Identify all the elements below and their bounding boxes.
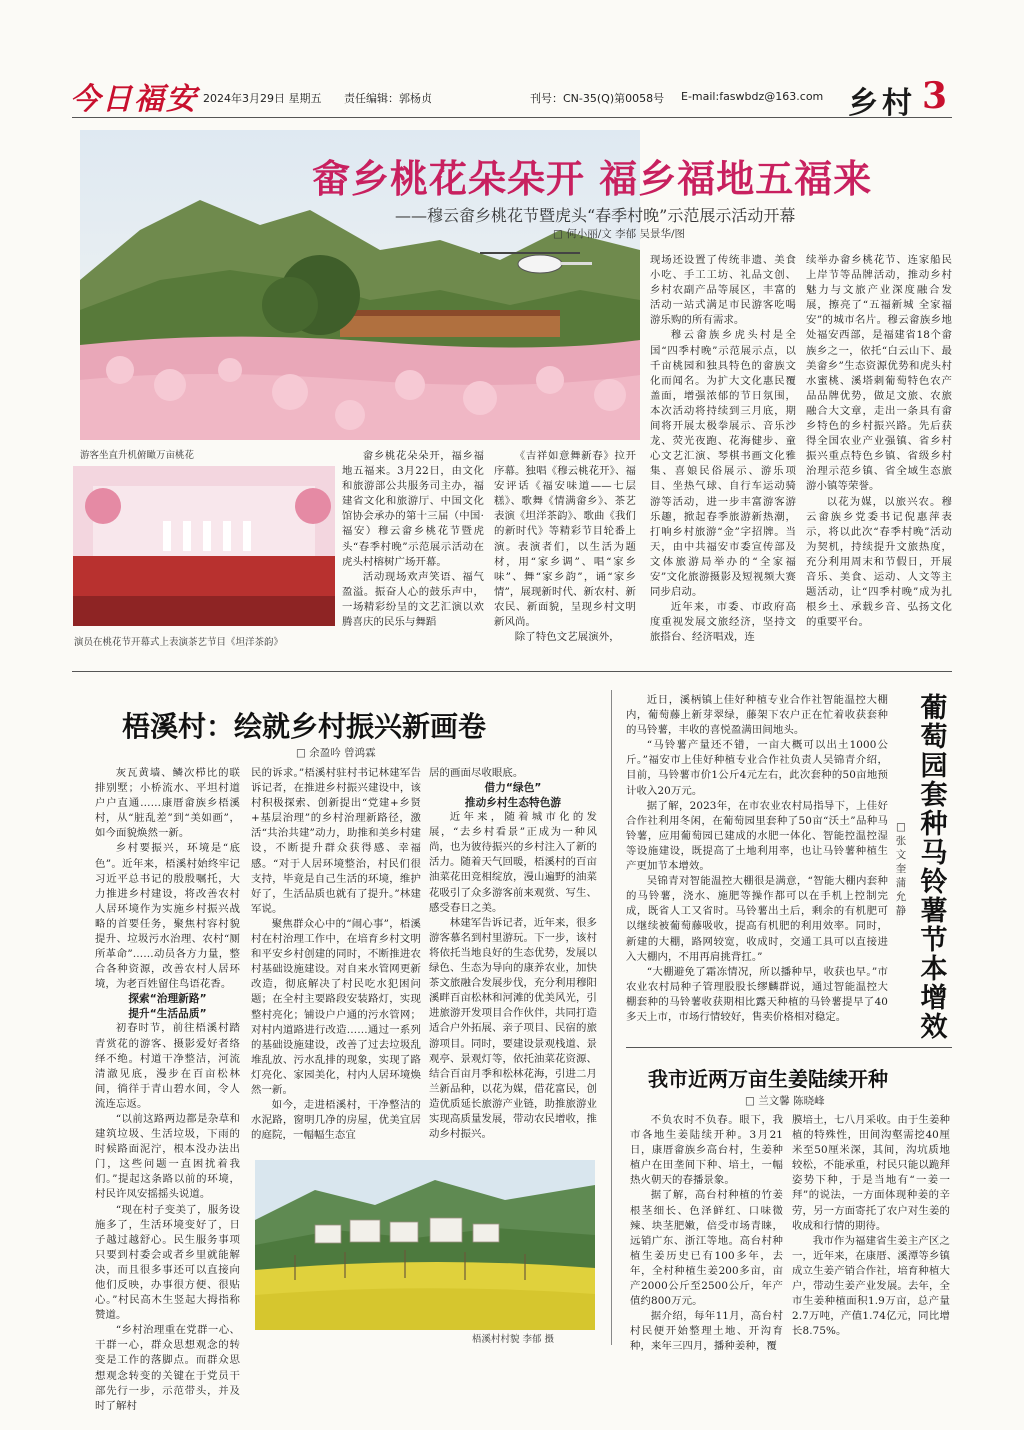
paragraph: 聚焦群众心中的“闹心事”，梧溪村在村治理工作中，在培育乡村文明和平安乡村创建的同时，不断推进农村基础设施建设。对自来水管网更新改造，彻底解决了村民吃水犯困问题；在全村主要路段安装路灯，实现整村亮化；铺设户户通的污水管网；对村内道路进行改造……通过一系列的基础设施建设，改善了过去垃圾乱堆乱放、污水乱排的现象，实现了路灯亮化、家园美化，村内人居环境焕然一新。 — [251, 917, 421, 1096]
ginger-column-1 — [630, 1113, 783, 1355]
feature-column-2 — [494, 449, 636, 645]
paragraph: 据了解，高台村种植的竹姜根茎细长、色泽鲜红、口味微辣、块茎肥嫩，倍受市场青睐，远销广东、浙江等地。高台村种植生姜历史已有100多年，去年，全村种植生姜200多亩，亩产2000公斤至2500公斤，年产值约800万元。 — [630, 1189, 783, 1308]
header-rule — [72, 117, 952, 118]
grape-byline: □ 张文奎 蒲允静 — [895, 821, 907, 917]
masthead-logo: 今日福安 — [70, 82, 198, 117]
grape-body — [626, 693, 888, 1025]
subheading: 探索“治理新路” — [128, 993, 207, 1006]
paragraph: 近年来，随着城市化的发展，“去乡村看景”正成为一种风尚，也为彼待振兴的乡村注入了新的活力。随着天气回暖，梧溪村的百亩油菜花田竞相绽放，漫山遍野的油菜花吸引了众多游客前来观赏、写生、感受春日之美。 — [429, 811, 597, 914]
paragraph: “大棚避免了霜冻情况，所以播种早，收获也早。”市农业农村局种子管理股股长缪麟群说，通过智能温控大棚套种的马铃薯收获期相比露天种植的马铃薯提早了40多天上市，市场行情较好，售卖价格相对稳定。 — [626, 965, 888, 1023]
wuxi-column-1 — [95, 766, 240, 1414]
paragraph: 续举办畲乡桃花节、连家船民上岸节等品牌活动，推动乡村魅力与文旅产业深度融合发展，擦亮了“五福新城 全家福安”的城市名片。穆云畲族乡地处福安西部，是福建省18个畲族乡之一，依托“白云山下、最美畲乡”生态资源优势和虎头村水蜜桃、溪塔刺葡萄特色农产品品牌优势，做足文旅、农旅融合大文章，走出一条具有畲乡特色的乡村振兴路。先后获得全国农业产业强镇、省乡村振兴重点特色乡镇、省级乡村治理示范乡镇、省全域生态旅游小镇等荣誉。 — [806, 254, 952, 493]
paragraph: 民的诉求。”梧溪村驻村书记林建军告诉记者，在推进乡村振兴建设中，该村积极探索、创新提出“党建+乡贤+基层治理”的乡村治理新路径，激活“共治共建”动力，助推和美乡村建设，不断提升群众获得感、幸福感。“对于人居环境整治，村民们很支持，毕竟是自己生活的环境，维护好了，生活品质也就有了提升。”林建军说。 — [251, 767, 421, 915]
paragraph: “现在村子变美了，服务设施多了，生活环境变好了，日子越过越舒心。民生服务事项只要到村委会或者乡里就能解决，而且很多事还可以直接向他们反映，办事很方便、很贴心。”村民高木生竖起大拇指称赞道。 — [95, 1203, 240, 1322]
paragraph: 林建军告诉记者，近年来，很多游客慕名到村里游玩。下一步，该村将依托当地良好的生态优势，发展以绿色、生态为导向的康养农业，加快茶文旅融合发展步伐，充分利用穆阳溪畔百亩松林和河滩的优美风光，引进旅游开发项目合作伙伴，共同打造适合户外拓展、亲子项目、民宿的旅游项目。同时，要建设景观栈道、景观亭、景观灯等，依托油菜花资源、结合百亩月季和松林花海，引进二月兰新品种，以花为媒，借花富民，创造优质延长旅游产业链，助推旅游业实现高质量发展，带动农民增收，推动乡村振兴。 — [429, 916, 597, 1141]
section-divider — [72, 671, 952, 672]
subheading: 推动乡村生态特色游 — [464, 796, 562, 809]
ginger-byline: □ 兰文馨 陈晓峰 — [745, 1095, 825, 1107]
paragraph: 我市作为福建省生姜主产区之一，近年来，在康厝、溪潭等乡镇成立生姜产销合作社，培育种植大户，带动生姜产业发展。去年，全市生姜种植面积1.9万亩，总产量2.7万吨，产值1.74亿元，同比增长8.75%。 — [792, 1234, 950, 1338]
page-number: 3 — [922, 75, 948, 117]
section-divider — [626, 1047, 952, 1048]
paragraph: 如今，走进梧溪村，干净整洁的水泥路，窗明几净的房屋，优美宜居的庭院，一幅幅生态宜 — [251, 1099, 421, 1142]
hero-caption: 游客坐直升机俯瞰万亩桃花 — [80, 450, 195, 461]
paragraph: 近年来，市委、市政府高度重视发展文旅经济，坚持文旅搭台、经济唱戏，连 — [650, 601, 796, 644]
column-divider — [611, 690, 612, 1345]
ginger-column-2 — [792, 1113, 950, 1339]
paragraph: 现场还设置了传统非遗、美食小吃、手工工坊、礼品文创、乡村农副产品等展区，丰富的活动一站式满足市民游客吃喝游乐购的所有需求。 — [650, 254, 796, 327]
village-photo — [255, 1160, 595, 1330]
paragraph: 除了特色文艺展演外， — [514, 631, 620, 644]
paragraph: 以花为媒，以旅兴农。穆云畲族乡党委书记倪惠萍表示，将以此次“春季村晚”活动为契机，持续提升文旅热度，充分利用周末和节假日，开展音乐、美食、运动、人文等主题活动，让“四季村晚”成为扎根乡土、承载乡音、弘扬文化的重要平台。 — [806, 495, 952, 629]
paragraph: “乡村治理重在党群一心、干群一心，群众思想观念的转变是工作的落脚点。而群众思想观念转变的关键在于党员干部先行一步，示范带头，并及时了解村 — [95, 1324, 240, 1412]
paragraph: 据了解，2023年，在市农业农村局指导下，上佳好合作社利用冬闲，在葡萄园里套种了50亩“沃土”品种马铃薯，应用葡萄园已建成的水肥一体化、智能控温控湿等设施建设，既提高了土地利用率，也让马铃薯种植生产更加节本增效。 — [626, 799, 888, 873]
paragraph: 畲乡桃花朵朵开，福乡福地五福来。3月22日，由文化和旅游部公共服务司主办，福建省文化和旅游厅、中国文化馆协会承办的第十三届（中国·福安）穆云畲乡桃花节暨虎头“春季村晚”示范展示活动在虎头村榕树广场开幕。 — [342, 450, 484, 568]
issue-date: 2024年3月29日 星期五 — [203, 92, 322, 105]
editor-credit: 责任编辑：郭杨贞 — [344, 92, 432, 105]
feature-subtitle: ——穆云畲乡桃花节暨虎头“春季村晚”示范展示活动开幕 — [395, 206, 796, 225]
section-name: 乡村 — [848, 86, 916, 121]
feature-byline: □ 何小丽/文 李郁 吴景华/图 — [553, 228, 686, 240]
paragraph: 膜培土，七八月采收。由于生姜种植的特殊性，田间沟壑需挖40厘米至50厘米深，其间，沟坑质地较松，不能承重，村民只能以跪拜姿势下种，于是当地有“一姜一拜”的说法，一方面体现种姜的辛劳，另一方面寄托了农户对生姜的收成和行情的期待。 — [792, 1114, 950, 1232]
wuxi-headline: 梧溪村：绘就乡村振兴新画卷 — [122, 710, 487, 743]
feature-column-3 — [650, 253, 796, 645]
paragraph: 《吉祥如意舞新春》拉开序幕。独唱《穆云桃花开》、福安评话《福安味道——七层糕》、歌舞《情满畲乡》、茶艺表演《坦洋茶韵》、歌曲《我们的新时代》等精彩节目轮番上演。表演者们，以生活为题材，用“家乡调”、唱“家乡味”、舞“家乡韵”，诵“家乡情”，展现新时代、新农村、新农民、新面貌，呈现乡村文明新风尚。 — [494, 450, 636, 629]
feature-headline: 畲乡桃花朵朵开 福乡福地五福来 — [312, 156, 873, 201]
wuxi-column-2 — [251, 766, 421, 1143]
paragraph: 活动现场欢声笑语、福气盈溢。振奋人心的鼓乐声中，一场精彩纷呈的文艺汇演以欢腾喜庆的民乐与舞蹈 — [342, 570, 484, 629]
paragraph: 居的画面尽收眼底。 — [429, 767, 524, 779]
paragraph: “以前这路两边都是杂草和建筑垃圾、生活垃圾，下雨的时候路面泥泞，根本没办法出门，这些问题一直困扰着我们。”提起这条路以前的环境，村民许凤安摇摇头说道。 — [95, 1112, 240, 1201]
stage-caption: 演员在桃花节开幕式上表演茶艺节目《坦洋茶韵》 — [74, 637, 284, 648]
feature-column-4 — [806, 253, 952, 630]
paragraph: 初春时节，前往梧溪村踏青赏花的游客、摄影爱好者络绎不绝。村道干净整洁，河流清澈见底，漫步在百亩松林间，徜徉于青山碧水间，令人流连忘返。 — [95, 1022, 240, 1110]
ginger-headline: 我市近两万亩生姜陆续开种 — [648, 1067, 888, 1091]
wuxi-column-3 — [429, 766, 597, 1142]
paragraph: 近日，溪柄镇上佳好种植专业合作社智能温控大棚内，葡萄藤上新芽翠绿，藤架下农户正在忙着收获套种的马铃薯，丰收的喜悦盈满田间地头。 — [626, 694, 888, 737]
paragraph: 不负农时不负春。眼下，我市各地生姜陆续开种。3月21日，康厝畲族乡高台村，生姜种植户在田垄间下种、培土，一幅热火朝天的春播景象。 — [630, 1114, 783, 1187]
paragraph: “马铃薯产量还不错，一亩大概可以出土1000公斤。”福安市上佳好种植专业合作社负责人吴锦青介绍，目前，马铃薯市价1公斤4元左右，此次套种的50亩地预计收入20万元。 — [626, 739, 888, 797]
paragraph: 灰瓦黄墙、鳞次栉比的联排别墅；小桥流水、平坦村道户户直通……康厝畲族乡梧溪村，从“脏乱差”到“美如画”，如今面貌焕然一新。 — [95, 767, 240, 840]
paragraph: 据介绍，每年11月，高台村村民便开始整理土地、开沟育种，来年三四月，播种姜种，覆 — [630, 1310, 783, 1353]
village-caption: 梧溪村村貌 李郁 摄 — [472, 1334, 555, 1345]
paragraph: 吴锦青对智能温控大棚很是满意，“智能大棚内套种的马铃薯，浇水、施肥等操作都可以在手机上控制完成，既省人工又省时。马铃薯出土后，剩余的有机肥可以继续被葡萄藤吸收，提高有机肥的利用效率。同时，新建的大棚，路网较宽，收成时，交通工具可以直接进入大棚内，不用再肩挑背扛。” — [626, 875, 888, 963]
wuxi-byline: □ 余盈吟 曾鸿霖 — [296, 747, 376, 759]
subheading: 提升“生活品质” — [128, 1007, 207, 1020]
feature-column-1 — [342, 449, 484, 630]
issn-number: 刊号：CN-35(Q)第0058号 — [530, 92, 665, 105]
paragraph: 乡村要振兴，环境是“底色”。近年来，梧溪村始终牢记习近平总书记的殷殷嘱托，大力推进乡村建设，将改善农村人居环境作为实施乡村振兴战略的首要任务，聚焦村容村貌提升、垃圾污水治理、农村“厕所革命”……动员各方力量，整合各种资源，改善农村人居环境，为老百姓留住鸟语花香。 — [95, 842, 240, 991]
grape-headline: 葡萄园套种马铃薯 节本增效 — [920, 693, 948, 1043]
subheading: 借力“绿色” — [484, 782, 542, 795]
stage-performance-photo — [73, 466, 335, 626]
contact-email: E-mail:faswbdz@163.com — [681, 90, 824, 103]
paragraph: 穆云畲族乡虎头村是全国“四季村晚”示范展示点，以千亩桃园和独具特色的畲族文化而闻名。为扩大文化惠民覆盖面，增强浓郁的节日氛围，本次活动将持续到三月底，期间将开展太极拳展示、音乐沙龙、荧光夜跑、花海健步、童心文艺汇演、琴棋书画文化雅集、喜娘民俗展示、游乐项目、坐热气球、自行车运动骑游等活动，进一步丰富游客游乐趣，掀起春季旅游新热潮，打响乡村旅游“金”字招牌。当天，由中共福安市委宣传部及文体旅游局举办的“全家福安”文化旅游摄影及短视频大赛同步启动。 — [650, 329, 796, 599]
